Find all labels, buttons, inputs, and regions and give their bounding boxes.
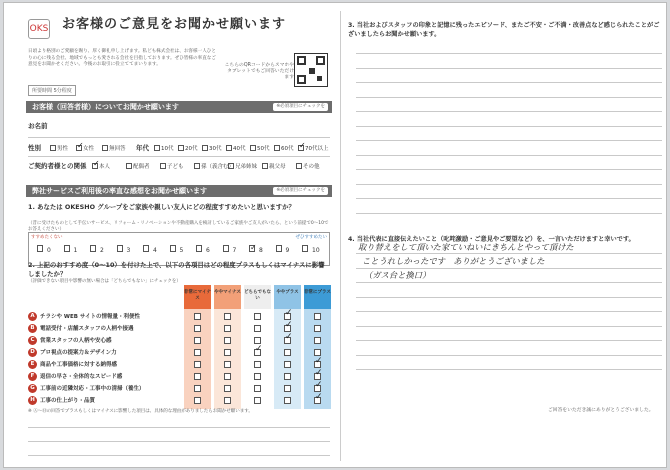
option-label: 20代 — [185, 146, 198, 152]
option-label: 30代 — [209, 146, 222, 152]
rating-checkbox[interactable] — [254, 313, 261, 320]
answer-line[interactable] — [356, 184, 662, 185]
item-label: 返信の早さ・全体的なスピード感 — [40, 374, 123, 380]
scale-checkbox-1[interactable] — [64, 245, 70, 252]
option-label: 40代 — [233, 146, 246, 152]
ages-option[interactable] — [250, 144, 270, 152]
gender-option[interactable] — [76, 144, 94, 152]
rating-checkbox[interactable] — [284, 361, 291, 368]
rating-checkbox[interactable] — [314, 325, 321, 332]
intro-text: 日頃より格別のご愛顧を賜り、厚く御礼申し上げます。私ども株式会社は、お客様一人ひとりの心に残る会社、地域でもっとも愛される会社を目指しております。ぜひ皆様の率直なご意見をお聞かせください。今後のお取引に役立ててまいります。 — [28, 49, 216, 67]
answer-line[interactable] — [356, 282, 662, 283]
handwritten-answer-line-2: ことうれしかったです ありがとうございました — [362, 256, 545, 266]
question-3: 3. 当社およびスタッフの印象と記憶に残ったエピソード、またご不安・ご不満・改善点など感じられたことがございましたらお聞かせ願います。 — [348, 22, 660, 38]
item-label: 工事の仕上がり・品質 — [40, 398, 96, 404]
answer-line[interactable] — [28, 441, 330, 442]
rating-checkbox[interactable] — [224, 361, 231, 368]
scale-number: 9 — [285, 247, 290, 254]
thanks-note: ご回答をいただき誠にありがとうございました。 — [548, 408, 654, 413]
checkbox[interactable] — [298, 145, 304, 151]
name-line[interactable] — [28, 137, 330, 138]
answer-line[interactable] — [356, 111, 662, 112]
scale-number: 0 — [47, 247, 51, 254]
item-letter-icon: C — [28, 336, 37, 345]
item-letter-icon: H — [28, 396, 37, 405]
rating-checkbox[interactable] — [254, 349, 261, 356]
ages-option[interactable] — [226, 144, 246, 152]
rating-checkbox[interactable] — [224, 373, 231, 380]
option-label: 10代 — [161, 146, 174, 152]
item-letter-icon: F — [28, 372, 37, 381]
scale-number: 6 — [206, 247, 210, 254]
rating-checkbox[interactable] — [314, 337, 321, 344]
gender-label: 性別 — [28, 144, 41, 152]
question-2: 2. 上記のおすすめ度（0〜10）を付けた上で、以下の各項目はどの程度プラスもしくはマイナスに影響しましたか？ — [28, 261, 325, 278]
answer-line[interactable] — [356, 355, 662, 356]
checkbox[interactable] — [202, 145, 208, 151]
item-letter-icon: E — [28, 360, 37, 369]
checkbox[interactable] — [274, 145, 280, 151]
rating-checkbox[interactable] — [194, 337, 201, 344]
checkbox[interactable] — [228, 163, 234, 169]
checkbox[interactable] — [50, 145, 56, 151]
checkbox[interactable] — [250, 145, 256, 151]
answer-line[interactable] — [356, 82, 662, 83]
item-label: 電話受付・店舗スタッフの人柄や接遇 — [40, 326, 134, 332]
checkbox[interactable] — [160, 163, 166, 169]
rating-checkbox[interactable] — [224, 337, 231, 344]
qr-code-icon[interactable] — [294, 53, 328, 87]
ages-option[interactable] — [274, 144, 294, 152]
option-label: 親父母 — [269, 164, 286, 170]
ages-option[interactable] — [178, 144, 198, 152]
scale-checkbox-0[interactable] — [37, 245, 43, 252]
scale-number: 5 — [179, 247, 184, 254]
option-label: 配偶者 — [133, 164, 150, 170]
option-label: 孫（義含む） — [201, 164, 235, 170]
section-feedback-title: 弊社サービスご利用後の率直な感想をお聞かせ願います — [32, 187, 207, 195]
answer-line[interactable] — [356, 126, 662, 127]
rel-option[interactable] — [228, 162, 257, 170]
item-label: チラシや WEB サイトの情報量・利便性 — [40, 314, 140, 320]
scale-left-label: すすめたくない — [31, 235, 63, 240]
answer-line[interactable] — [356, 326, 662, 327]
answer-line[interactable] — [356, 268, 662, 269]
scale-checkbox-2[interactable] — [90, 245, 96, 252]
rating-checkbox[interactable] — [224, 349, 231, 356]
checkbox[interactable] — [92, 163, 98, 169]
grid-row — [28, 383, 194, 395]
scale-checkbox-6[interactable] — [196, 245, 202, 252]
grid-row — [28, 335, 194, 347]
time-badge: 所要時間 5分程度 — [28, 85, 76, 96]
rating-checkbox[interactable] — [314, 397, 321, 404]
item-label: プロ視点の提案力＆デザイン力 — [40, 350, 117, 356]
checkbox[interactable] — [262, 163, 268, 169]
item-label: 工事前の近隣対応・工事中の清掃（養生） — [40, 386, 145, 392]
checkbox[interactable] — [154, 145, 160, 151]
required-note: ※必須項目にチェックを — [273, 187, 328, 195]
left-column — [14, 9, 336, 465]
rating-checkbox[interactable] — [224, 397, 231, 404]
grid-header: 非常にプラス — [304, 285, 331, 309]
item-letter-icon: D — [28, 348, 37, 357]
item-letter-icon: A — [28, 312, 37, 321]
gender-option[interactable] — [102, 144, 126, 152]
rating-checkbox[interactable] — [284, 349, 291, 356]
grid-row — [28, 395, 194, 407]
right-column — [348, 17, 664, 463]
rating-checkbox[interactable] — [314, 361, 321, 368]
item-label: 営業スタッフの人柄や安心感 — [40, 338, 112, 344]
option-label: その他 — [303, 164, 320, 170]
rating-checkbox[interactable] — [254, 325, 261, 332]
scale-checkbox-7[interactable] — [223, 245, 229, 252]
item-letter-icon: B — [28, 324, 37, 333]
option-label: 兄弟姉妹 — [235, 164, 258, 170]
name-label: お名前 — [28, 122, 48, 130]
scale-checkbox-4[interactable] — [143, 245, 149, 252]
grid-row — [28, 371, 194, 383]
scale-number: 3 — [126, 247, 131, 254]
scale-right-label: ぜひすすめたい — [295, 235, 327, 240]
rating-checkbox[interactable] — [194, 361, 201, 368]
scale-checkbox-9[interactable] — [276, 245, 282, 252]
rating-checkbox[interactable] — [224, 313, 231, 320]
page-title: お客様のご意見をお聞かせ願います — [62, 17, 287, 32]
checkbox[interactable] — [194, 163, 200, 169]
ages-option[interactable] — [298, 144, 329, 152]
checkbox[interactable] — [76, 145, 82, 151]
rating-checkbox[interactable] — [254, 361, 261, 368]
rating-checkbox[interactable] — [284, 325, 291, 332]
option-label: 70代以上 — [305, 146, 329, 152]
answer-line[interactable] — [356, 311, 662, 312]
answer-line[interactable] — [356, 68, 662, 69]
grid-footnote: ※ Ⓐ〜Ⓗの回答でプラスもしくはマイナスに影響した項目は、具体的な理由がありましたらお聞かせ願います。 — [28, 409, 253, 414]
answer-line[interactable] — [356, 97, 662, 98]
grid-header: ややマイナス — [214, 285, 241, 309]
answer-line[interactable] — [356, 369, 662, 370]
scale-checkbox-8[interactable]: ✓ — [250, 243, 257, 252]
ages-option[interactable] — [154, 144, 174, 152]
answer-line[interactable] — [28, 455, 330, 456]
option-label: 男性 — [57, 146, 69, 152]
checkbox[interactable] — [296, 163, 302, 169]
answer-line[interactable] — [356, 253, 662, 254]
rating-checkbox[interactable] — [314, 373, 321, 380]
grid-row — [28, 347, 194, 359]
rating-checkbox[interactable] — [314, 349, 321, 356]
item-letter-icon: G — [28, 384, 37, 393]
question-1: 1. あなたは OKESHO グループをご家族や親しい友人にどの程度すすめたいと思いますか？ — [28, 203, 295, 211]
answer-line[interactable] — [356, 169, 662, 170]
rating-checkbox[interactable] — [284, 385, 291, 392]
rating-checkbox[interactable] — [254, 385, 261, 392]
rating-checkbox[interactable] — [254, 397, 261, 404]
divider — [28, 156, 330, 157]
rel-option[interactable] — [92, 162, 110, 170]
grid-row — [28, 359, 194, 371]
rel-option[interactable] — [126, 162, 150, 170]
question-2-note: （評価できない項目や影響の無い場合は「どちらでもない」にチェックを） — [28, 279, 181, 284]
rating-checkbox[interactable] — [284, 397, 291, 404]
gender-option[interactable] — [50, 144, 68, 152]
rating-checkbox[interactable] — [284, 337, 291, 344]
option-label: 本人 — [99, 164, 111, 170]
grid-row — [28, 323, 194, 335]
scale-number: 7 — [232, 247, 237, 254]
grid-header: どちらでもない — [244, 285, 271, 309]
grid-row — [28, 311, 194, 323]
rating-checkbox[interactable] — [194, 373, 201, 380]
option-label: 無回答 — [109, 146, 126, 152]
answer-line[interactable] — [356, 198, 662, 199]
scale-number: 1 — [73, 247, 78, 254]
grid-column — [214, 309, 241, 409]
answer-line[interactable] — [356, 297, 662, 298]
qr-caption: こちらのQRコードからスマホやタブレットでもご回答いただけます — [224, 63, 294, 81]
handwritten-answer-line-3: （ガス台と換口） — [364, 270, 431, 280]
rating-checkbox[interactable] — [194, 397, 201, 404]
relation-label: ご契約者様との関係 — [28, 162, 87, 170]
rating-checkbox[interactable] — [194, 325, 201, 332]
checkbox[interactable] — [226, 145, 232, 151]
answer-line[interactable] — [356, 140, 662, 141]
scale-checkbox-10[interactable] — [302, 245, 308, 252]
rating-checkbox[interactable] — [284, 373, 291, 380]
rating-checkbox[interactable] — [254, 337, 261, 344]
age-label: 年代 — [136, 144, 149, 152]
section-customer-title: お客様（回答者様）についてお聞かせ願います — [32, 103, 179, 111]
required-note: ※必須項目にチェックを — [273, 103, 328, 111]
rel-option[interactable] — [160, 162, 184, 170]
option-label: 60代 — [281, 146, 294, 152]
checkbox[interactable] — [102, 145, 108, 151]
option-label: 50代 — [257, 146, 270, 152]
section-customer-band — [26, 101, 332, 113]
question-4: 4. 当社代表に直接伝えたいこと（叱咤激励・ご意見やご要望など）を、一言いただけますと幸いです。 — [348, 236, 635, 243]
scale-checkbox-3[interactable] — [117, 245, 123, 252]
rating-checkbox[interactable] — [224, 325, 231, 332]
ages-option[interactable] — [202, 144, 222, 152]
answer-line[interactable] — [356, 155, 662, 156]
column-divider — [340, 11, 341, 461]
checkbox[interactable] — [178, 145, 184, 151]
grid-header: ややプラス — [274, 285, 301, 309]
rating-checkbox[interactable] — [284, 313, 291, 320]
section-feedback-band — [26, 185, 332, 197]
grid-header: 非常にマイナス — [184, 285, 211, 309]
rating-checkbox[interactable] — [314, 313, 321, 320]
scale-number: 2 — [100, 247, 104, 254]
rel-option[interactable] — [262, 162, 286, 170]
scale-number: 10 — [312, 247, 320, 254]
answer-line[interactable] — [356, 340, 662, 341]
grid-column — [244, 309, 271, 409]
checkbox[interactable] — [126, 163, 132, 169]
option-label: 女性 — [83, 146, 95, 152]
item-label: 商品や工事価格に対する納得感 — [40, 362, 118, 368]
rel-option[interactable] — [296, 162, 320, 170]
scale-checkbox-5[interactable] — [170, 245, 176, 252]
question-1-note: （昔に受けたものとして手伝いサービス、リフォーム・リノベーションや不動産購入を検討しているご家族やご友人がいたら、という前提で0〜10でお答えください） — [28, 221, 329, 232]
handwritten-answer-line-1: 取り替えをして頂いた家ていねいにきちんとやって頂けた — [358, 242, 574, 252]
answer-line[interactable] — [356, 53, 662, 54]
rating-checkbox[interactable] — [194, 349, 201, 356]
answer-line[interactable] — [28, 427, 330, 428]
rating-checkbox[interactable] — [194, 313, 201, 320]
option-label: 子ども — [167, 164, 184, 170]
rating-checkbox[interactable] — [254, 373, 261, 380]
scale-number: 8 — [259, 247, 263, 254]
rating-checkbox[interactable] — [194, 385, 201, 392]
company-logo: OKS — [28, 19, 50, 39]
rating-checkbox[interactable] — [314, 385, 321, 392]
answer-line[interactable] — [356, 213, 662, 214]
survey-sheet — [3, 2, 667, 468]
scale-number: 4 — [153, 247, 157, 254]
rating-checkbox[interactable] — [224, 385, 231, 392]
